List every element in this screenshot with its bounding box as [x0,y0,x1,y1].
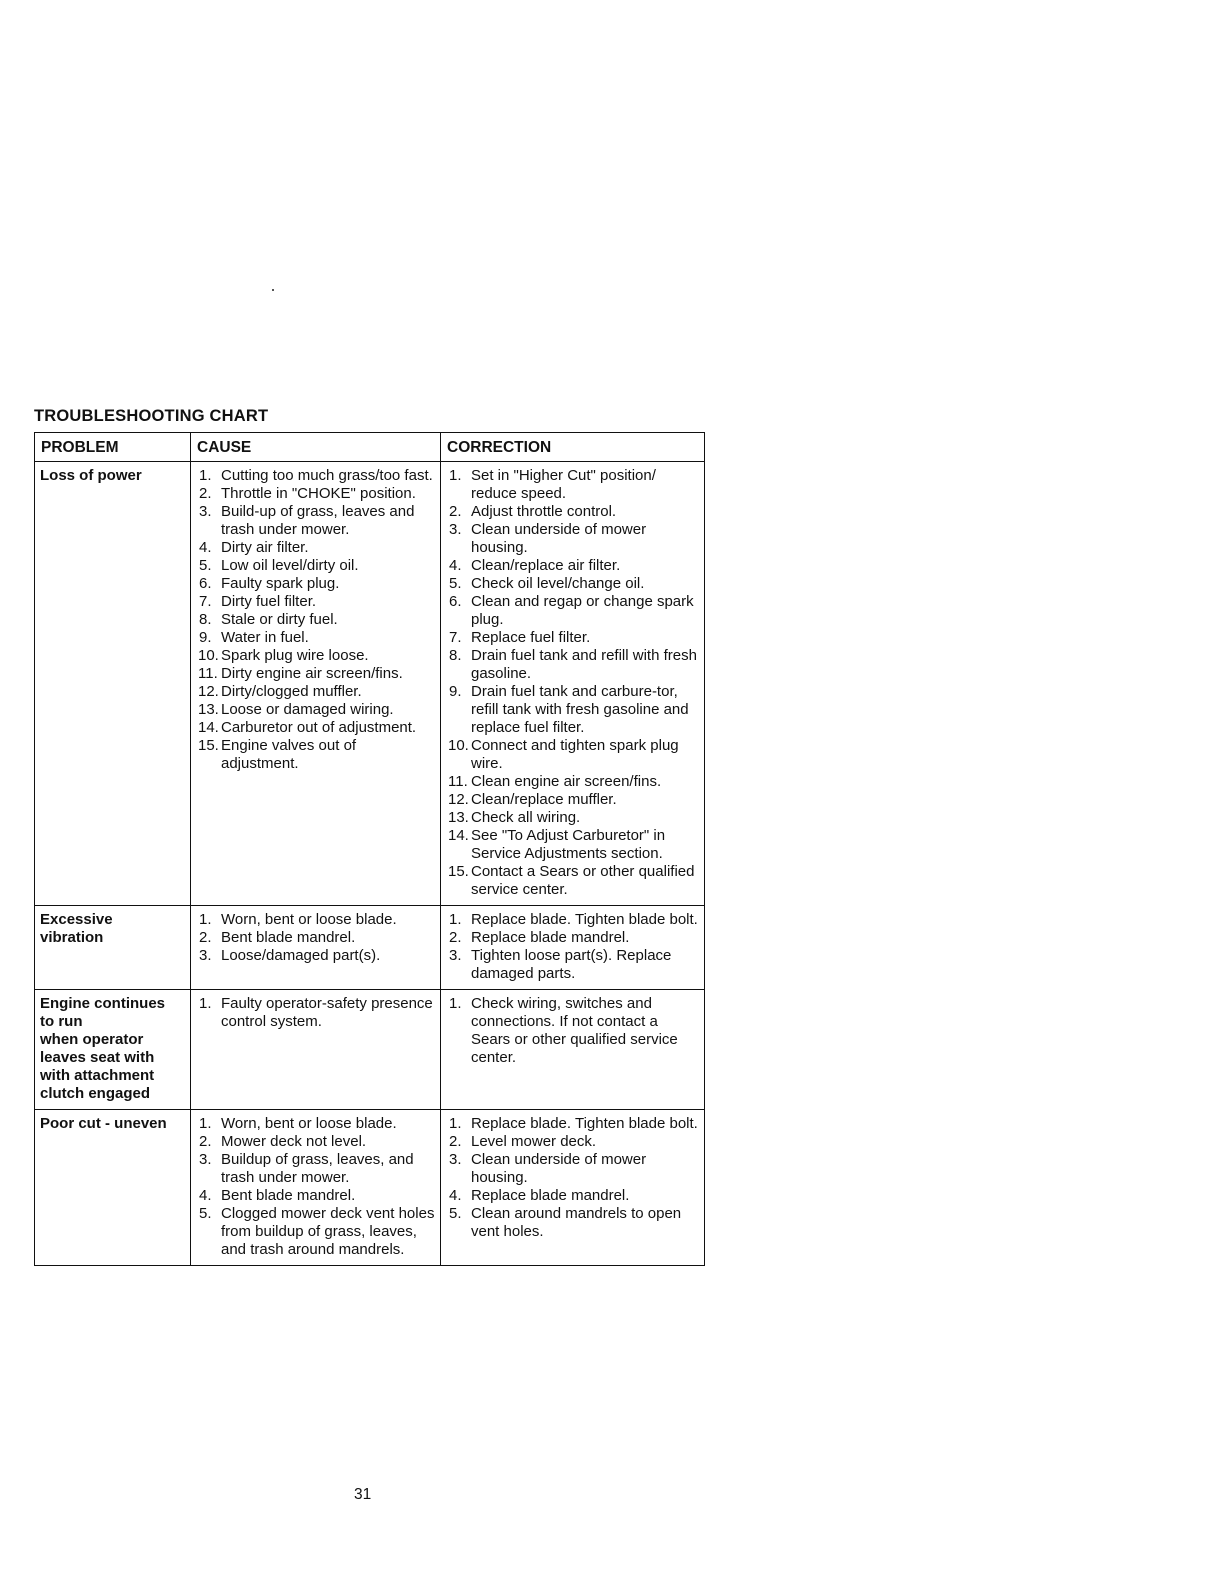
correction-cell [441,462,705,906]
cause-text: Faulty operator-safety presence control system. [221,995,433,1030]
correction-number: 2. [449,1133,462,1150]
correction-text: Replace blade. Tighten blade bolt. [471,1115,698,1132]
correction-text: Connect and tighten spark plug wire. [471,737,679,772]
correction-number: 3. [449,521,462,538]
cause-number: 1. [199,1115,212,1132]
correction-text: Contact a Sears or other qualified service center. [471,863,695,898]
cause-cell [191,906,441,990]
correction-item [445,809,700,827]
correction-number: 3. [449,947,462,964]
correction-item [445,1187,700,1205]
cause-item [195,557,436,575]
problem-line: Engine continues [40,995,166,1012]
cause-text: Throttle in "CHOKE" position. [221,485,416,502]
correction-item [445,947,700,983]
cause-text: Carburetor out of adjustment. [221,719,417,736]
correction-item [445,773,700,791]
correction-list [445,1115,700,1241]
cause-item [195,665,436,683]
cause-number: 6. [199,575,212,592]
problem-cell [35,1110,191,1266]
cause-item [195,995,436,1031]
cause-text: Worn, bent or loose blade. [221,911,397,928]
cause-number: 3. [199,947,212,964]
cause-item [195,947,436,965]
correction-text: Replace blade mandrel. [471,1187,630,1204]
cause-list [195,911,436,965]
correction-text: Check wiring, switches and connections. If not contact a Sears or other qualified service center. [471,995,678,1066]
cause-text: Dirty air filter. [221,539,309,556]
cause-text: Buildup of grass, leaves, and trash under mower. [221,1151,414,1186]
cause-number: 12. [198,683,219,700]
cause-number: 2. [199,485,212,502]
page-number: 31 [354,1486,372,1503]
correction-text: Clean underside of mower housing. [471,1151,647,1186]
cause-text: Water in fuel. [221,629,309,646]
cause-number: 5. [199,557,212,574]
cause-text: Cutting too much grass/too fast. [221,467,433,484]
correction-cell [441,990,705,1110]
correction-text: Clean engine air screen/fins. [471,773,662,790]
cause-number: 10. [198,647,219,664]
cause-number: 7. [199,593,212,610]
correction-text: Clean and regap or change spark plug. [471,593,694,628]
header-row [35,433,705,462]
correction-text: Clean underside of mower housing. [471,521,647,556]
cause-text: Mower deck not level. [221,1133,367,1150]
cause-item [195,701,436,719]
chart-title: TROUBLESHOOTING CHART [34,407,269,425]
cause-number: 8. [199,611,212,628]
cause-item [195,911,436,929]
correction-text: Replace blade mandrel. [471,929,630,946]
cause-number: 2. [199,1133,212,1150]
problem-cell [35,990,191,1110]
cause-number: 1. [199,911,212,928]
cause-number: 11. [198,665,218,682]
correction-cell [441,906,705,990]
correction-number: 7. [449,629,462,646]
cause-item [195,1205,436,1259]
cause-item [195,1187,436,1205]
cause-item [195,539,436,557]
correction-text: Clean/replace air filter. [471,557,621,574]
cause-text: Bent blade mandrel. [221,929,356,946]
scan-speck [272,289,274,291]
cause-item [195,719,436,737]
correction-item [445,575,700,593]
correction-number: 5. [449,1205,462,1222]
cause-number: 3. [199,1151,212,1168]
correction-number: 1. [449,911,462,928]
correction-item [445,995,700,1067]
correction-item [445,503,700,521]
cause-text: Worn, bent or loose blade. [221,1115,397,1132]
correction-text: Clean/replace muffler. [471,791,617,808]
problem-line: Loss of power [40,467,142,484]
problem-line: vibration [40,929,104,946]
correction-number: 2. [449,503,462,520]
header-cause: CAUSE [191,433,441,462]
cause-text: Loose/damaged part(s). [221,947,381,964]
cause-item [195,1115,436,1133]
correction-text: Level mower deck. [471,1133,597,1150]
cause-cell [191,990,441,1110]
correction-number: 14. [448,827,469,844]
cause-number: 14. [198,719,219,736]
cause-number: 3. [199,503,212,520]
cause-number: 15. [198,737,219,754]
correction-number: 11. [448,773,468,790]
correction-text: See "To Adjust Carburetor" in Service Adjustments section. [471,827,666,862]
correction-number: 4. [449,1187,462,1204]
problem-line: leaves seat with [40,1049,155,1066]
cause-number: 1. [199,467,212,484]
correction-item [445,557,700,575]
cause-text: Spark plug wire loose. [221,647,369,664]
correction-number: 1. [449,1115,462,1132]
problem-line: Excessive [40,911,113,928]
cause-text: Low oil level/dirty oil. [221,557,359,574]
correction-item [445,647,700,683]
correction-text: Check all wiring. [471,809,581,826]
cause-item [195,593,436,611]
correction-list [445,467,700,899]
header-problem: PROBLEM [35,433,191,462]
correction-number: 1. [449,995,462,1012]
cause-item [195,1151,436,1187]
correction-item [445,593,700,629]
problem-line: with attachment [40,1067,155,1084]
correction-number: 3. [449,1151,462,1168]
cause-number: 4. [199,539,212,556]
cause-text: Engine valves out of adjustment. [221,737,357,772]
correction-number: 5. [449,575,462,592]
cause-list [195,1115,436,1259]
correction-item [445,1115,700,1133]
cause-item [195,503,436,539]
correction-item [445,911,700,929]
correction-number: 2. [449,929,462,946]
correction-text: Replace fuel filter. [471,629,591,646]
cause-text: Clogged mower deck vent holes from buildup of grass, leaves, and trash around mandrels. [221,1205,435,1258]
correction-item [445,1205,700,1241]
header-correction: CORRECTION [441,433,705,462]
problem-line: to run [40,1013,83,1030]
correction-text: Replace blade. Tighten blade bolt. [471,911,698,928]
correction-item [445,1133,700,1151]
cause-text: Dirty/clogged muffler. [221,683,362,700]
correction-number: 12. [448,791,469,808]
cause-number: 2. [199,929,212,946]
cause-item [195,737,436,773]
correction-cell [441,1110,705,1266]
problem-line: clutch engaged [40,1085,151,1102]
correction-list [445,911,700,983]
correction-item [445,737,700,773]
correction-text: Tighten loose part(s). Replace damaged parts. [471,947,672,982]
troubleshooting-table [34,432,705,1266]
table-row [35,462,705,906]
cause-item [195,647,436,665]
cause-cell [191,1110,441,1266]
cause-text: Loose or damaged wiring. [221,701,394,718]
correction-item [445,521,700,557]
table-row [35,906,705,990]
correction-number: 8. [449,647,462,664]
correction-number: 13. [448,809,469,826]
correction-number: 10. [448,737,469,754]
correction-list [445,995,700,1067]
correction-number: 1. [449,467,462,484]
problem-cell [35,462,191,906]
correction-item [445,467,700,503]
cause-text: Faulty spark plug. [221,575,340,592]
cause-item [195,467,436,485]
cause-cell [191,462,441,906]
cause-item [195,611,436,629]
correction-item [445,629,700,647]
correction-number: 9. [449,683,462,700]
correction-text: Check oil level/change oil. [471,575,645,592]
cause-list [195,467,436,773]
correction-number: 15. [448,863,469,880]
table-body [35,462,705,1266]
problem-cell [35,906,191,990]
cause-item [195,485,436,503]
cause-text: Build-up of grass, leaves and trash under mower. [221,503,415,538]
cause-number: 1. [199,995,212,1012]
problem-line: Poor cut - uneven [40,1115,167,1132]
correction-item [445,791,700,809]
cause-list [195,995,436,1031]
correction-text: Adjust throttle control. [471,503,617,520]
correction-number: 4. [449,557,462,574]
correction-item [445,1151,700,1187]
correction-text: Clean around mandrels to open vent holes. [471,1205,682,1240]
cause-item [195,1133,436,1151]
table-row [35,1110,705,1266]
cause-text: Stale or dirty fuel. [221,611,338,628]
correction-item [445,863,700,899]
correction-item [445,827,700,863]
cause-item [195,683,436,701]
correction-text: Set in "Higher Cut" position/ reduce speed. [471,467,656,502]
correction-item [445,683,700,737]
cause-number: 5. [199,1205,212,1222]
cause-number: 13. [198,701,219,718]
cause-text: Dirty fuel filter. [221,593,317,610]
table-row [35,990,705,1110]
correction-text: Drain fuel tank and refill with fresh gasoline. [471,647,697,682]
correction-number: 6. [449,593,462,610]
cause-number: 9. [199,629,212,646]
cause-number: 4. [199,1187,212,1204]
cause-item [195,929,436,947]
cause-item [195,575,436,593]
problem-line: when operator [40,1031,144,1048]
correction-item [445,929,700,947]
cause-text: Bent blade mandrel. [221,1187,356,1204]
cause-text: Dirty engine air screen/fins. [221,665,403,682]
correction-text: Drain fuel tank and carbure-tor, refill tank with fresh gasoline and replace fuel filter. [471,683,689,736]
cause-item [195,629,436,647]
